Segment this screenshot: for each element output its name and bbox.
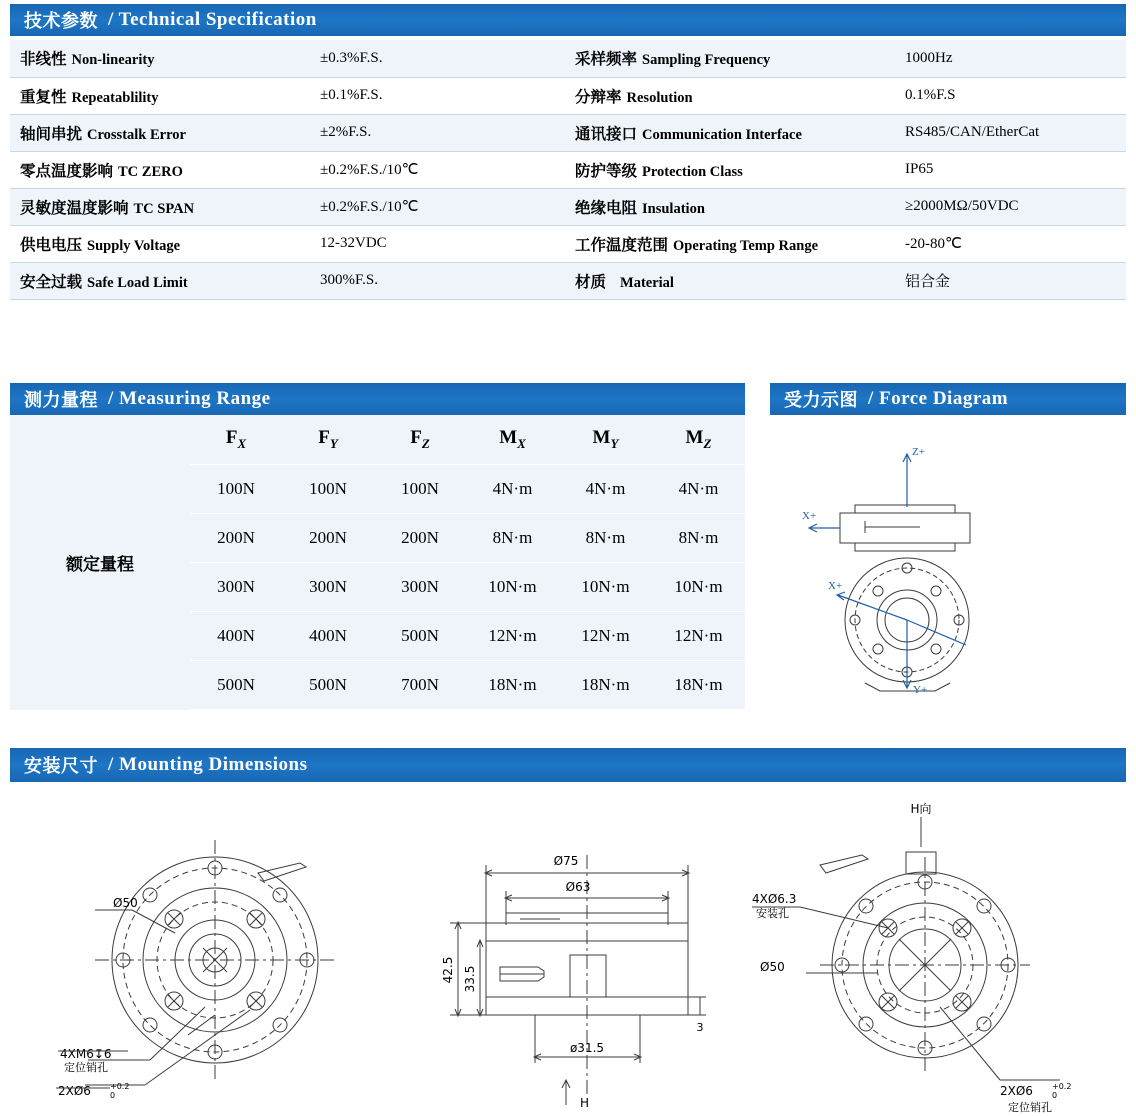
range-cell: 700N (374, 660, 466, 709)
spec-value-cell: RS485/CAN/EtherCat (895, 114, 1126, 151)
table-row (10, 77, 1126, 114)
range-cell: 18N·m (652, 660, 745, 709)
right-view-h-direction-label: H向 (910, 802, 932, 816)
column-header-my: $M_Y$ (559, 415, 652, 464)
spec-value-cell: ±2%F.S. (310, 114, 565, 151)
spec-value-cell: 0.1%F.S (895, 77, 1126, 114)
range-cell: 200N (282, 513, 374, 562)
spec-label-cn: 重复性 (20, 87, 67, 106)
spec-value-cell: 12-32VDC (310, 225, 565, 262)
spec-label-cell (565, 188, 895, 225)
force-diagram-body (770, 415, 1126, 700)
spec-label-cell (565, 225, 895, 262)
spec-label-en: Supply Voltage (87, 237, 181, 254)
measuring-range-section (10, 383, 745, 710)
axis-label-xplus-bottom: X+ (828, 580, 843, 592)
right-view-holes-label: 4XØ6.3 (752, 892, 797, 906)
range-cell: 12N·m (559, 611, 652, 660)
center-view-d315-label: ø31.5 (569, 1041, 605, 1055)
spec-label-en: Material (620, 274, 674, 291)
column-header-fx: $F_X$ (190, 415, 282, 464)
spec-label-cell (10, 77, 310, 114)
mounting-dimensions-drawing (0, 795, 1136, 1116)
technical-specification-table (10, 40, 1126, 300)
spec-label-en: Repeatablility (71, 89, 159, 106)
range-cell: 500N (282, 660, 374, 709)
range-cell: 300N (282, 562, 374, 611)
spec-label-cell (10, 188, 310, 225)
spec-label-cn: 轴间串扰 (20, 124, 83, 143)
range-cell: 12N·m (466, 611, 559, 660)
range-cell: 4N·m (652, 464, 745, 513)
range-cell: 200N (374, 513, 466, 562)
section-title-cn: 技术参数 (24, 11, 98, 32)
force-diagram-drawing (770, 415, 1126, 700)
spec-label-cell (10, 262, 310, 299)
center-view-d63-label: Ø63 (565, 880, 591, 894)
center-view-h335-label: 33.5 (463, 965, 477, 993)
table-row (10, 40, 1126, 77)
right-view-pin-label: 2XØ6 (1000, 1084, 1033, 1098)
right-view-d50-label: Ø50 (760, 960, 785, 974)
section-header-measuring-range (10, 383, 745, 415)
spec-label-cn: 材质 (575, 272, 607, 291)
range-cell: 200N (190, 513, 282, 562)
section-title-en: / Force Diagram (868, 388, 1009, 409)
spec-label-cn: 采样频率 (575, 50, 638, 69)
spec-label-cn: 通讯接口 (575, 124, 638, 143)
axis-label-yplus: Y+ (913, 684, 928, 696)
center-view-thickness-label: 3 (696, 1021, 704, 1034)
spec-label-cn: 灵敏度温度影响 (20, 198, 129, 217)
force-diagram-section (770, 383, 1126, 700)
spec-label-cn: 非线性 (20, 50, 67, 69)
table-row (10, 151, 1126, 188)
spec-label-cn: 分辩率 (575, 87, 622, 106)
left-view-pin-tol-top: +0.2 (110, 1082, 130, 1091)
right-view-holes-note: 安装孔 (756, 907, 789, 920)
spec-label-en: Resolution (626, 89, 693, 106)
spec-label-cell (10, 151, 310, 188)
spec-label-cell (10, 40, 310, 77)
right-view-pin-tol-bot: 0 (1052, 1091, 1058, 1100)
section-header-technical-specification (10, 4, 1126, 36)
left-view-thread-label: 4XM6↧6 (60, 1047, 112, 1061)
spec-label-en: Operating Temp Range (673, 237, 819, 254)
column-header-mx: $M_X$ (466, 415, 559, 464)
spec-label-en: TC ZERO (118, 163, 183, 180)
right-view-pin-note: 定位销孔 (1008, 1101, 1052, 1114)
range-cell: 4N·m (559, 464, 652, 513)
spec-label-en: Non-linearity (71, 52, 155, 69)
table-row (10, 188, 1126, 225)
section-title-en: / Technical Specification (108, 9, 317, 30)
section-title-cn: 测力量程 (24, 390, 98, 411)
range-cell: 8N·m (652, 513, 745, 562)
section-title-cn: 安装尺寸 (24, 756, 98, 777)
table-row (10, 225, 1126, 262)
spec-label-cell (10, 114, 310, 151)
range-cell: 300N (374, 562, 466, 611)
range-cell: 18N·m (559, 660, 652, 709)
center-view-h-arrow-label: H (580, 1096, 590, 1110)
left-view-thread-note: 定位销孔 (64, 1061, 108, 1074)
range-cell: 100N (374, 464, 466, 513)
range-row-label: 额定量程 (66, 554, 134, 574)
section-title-en: / Measuring Range (108, 388, 271, 409)
left-view-pin-label: 2XØ6 (58, 1084, 91, 1098)
spec-value-cell: ±0.2%F.S./10℃ (310, 188, 565, 225)
left-view-d50-label: Ø50 (113, 896, 138, 910)
range-cell: 8N·m (466, 513, 559, 562)
section-header-force-diagram (770, 383, 1126, 415)
column-header-mz: $M_Z$ (652, 415, 745, 464)
range-cell: 18N·m (466, 660, 559, 709)
spec-label-en: Communication Interface (642, 126, 802, 143)
range-cell: 8N·m (559, 513, 652, 562)
range-cell: 400N (282, 611, 374, 660)
center-view-h425-label: 42.5 (441, 956, 455, 984)
spec-label-cell (565, 114, 895, 151)
spec-label-cn: 零点温度影响 (20, 161, 114, 180)
center-view-d75-label: Ø75 (553, 854, 579, 868)
axis-label-zplus: Z+ (912, 446, 925, 458)
spec-label-en: Safe Load Limit (87, 274, 188, 291)
spec-label-en: Sampling Frequency (642, 52, 771, 69)
range-cell: 100N (190, 464, 282, 513)
spec-label-cn: 工作温度范围 (575, 235, 669, 254)
column-header-fz: $F_Z$ (374, 415, 466, 464)
spec-label-cn: 绝缘电阻 (575, 198, 638, 217)
measuring-range-table (10, 415, 745, 710)
axis-label-xplus-top: X+ (802, 510, 817, 522)
spec-label-cell (565, 151, 895, 188)
spec-value-cell: 300%F.S. (310, 262, 565, 299)
section-header-mounting-dimensions (10, 748, 1126, 782)
spec-value-cell: -20-80℃ (895, 225, 1126, 262)
range-cell: 500N (190, 660, 282, 709)
range-cell: 4N·m (466, 464, 559, 513)
spec-value-cell: IP65 (895, 151, 1126, 188)
spec-label-cell (565, 262, 895, 299)
range-cell: 300N (190, 562, 282, 611)
table-row (10, 262, 1126, 299)
spec-label-cn: 安全过载 (20, 272, 83, 291)
range-cell: 100N (282, 464, 374, 513)
spec-label-en: Protection Class (642, 163, 743, 180)
spec-label-en: Insulation (642, 200, 705, 217)
spec-label-cn: 供电电压 (20, 235, 83, 254)
range-cell: 400N (190, 611, 282, 660)
left-view-pin-tol-bot: 0 (110, 1091, 116, 1100)
range-cell: 10N·m (559, 562, 652, 611)
range-cell: 10N·m (466, 562, 559, 611)
table-header-row (10, 415, 745, 464)
section-title-cn: 受力示图 (784, 390, 858, 411)
spec-label-cell (10, 225, 310, 262)
spec-value-cell: 1000Hz (895, 40, 1126, 77)
spec-value-cell: ±0.2%F.S./10℃ (310, 151, 565, 188)
spec-label-cn: 防护等级 (575, 161, 638, 180)
range-cell: 12N·m (652, 611, 745, 660)
range-cell: 500N (374, 611, 466, 660)
mounting-dimensions-body (0, 795, 1136, 1116)
spec-value-cell: ±0.1%F.S. (310, 77, 565, 114)
spec-value-cell: 铝合金 (895, 262, 1126, 299)
spec-label-en: TC SPAN (133, 200, 195, 217)
right-view-pin-tol-top: +0.2 (1052, 1082, 1072, 1091)
column-header-fy: $F_Y$ (282, 415, 374, 464)
spec-label-cell (565, 77, 895, 114)
spec-label-cell (565, 40, 895, 77)
spec-value-cell: ≥2000MΩ/50VDC (895, 188, 1126, 225)
section-title-en: / Mounting Dimensions (108, 754, 308, 775)
spec-value-cell: ±0.3%F.S. (310, 40, 565, 77)
table-row (10, 114, 1126, 151)
range-cell: 10N·m (652, 562, 745, 611)
spec-label-en: Crosstalk Error (87, 126, 186, 143)
